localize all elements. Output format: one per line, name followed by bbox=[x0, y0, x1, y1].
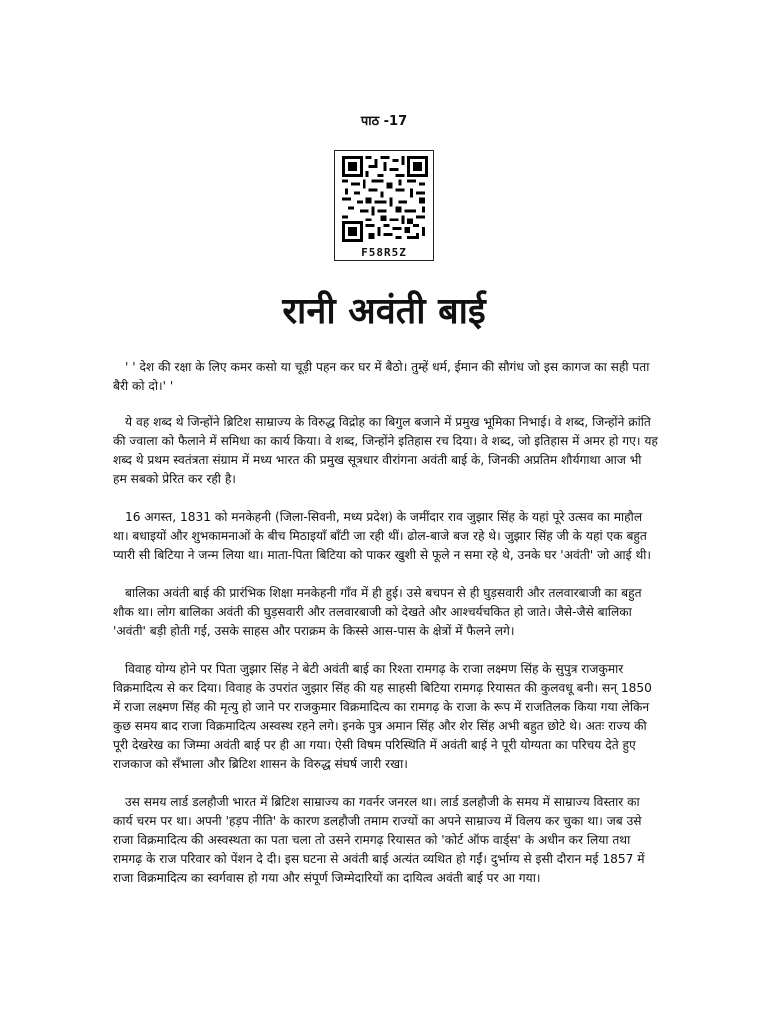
qr-code-box bbox=[334, 150, 434, 261]
lesson-number: पाठ -17 bbox=[360, 114, 408, 129]
qr-code-label: F58R5Z bbox=[361, 246, 407, 259]
paragraph-quote: ' ' देश की रक्षा के लिए कमर कसो या चूड़ी पहन कर घर में बैठो। तुम्हें धर्म, ईमान की सौगंध जो इस कागज का सही पता बैरी को दो।' ' bbox=[113, 360, 650, 393]
paragraph: उस समय लार्ड डलहौजी भारत में ब्रिटिश साम्राज्य का गवर्नर जनरल था। लार्ड डलहौजी के समय में साम्राज्य विस्तार का कार्य चरम पर था। अपनी 'हड़प नीति' के कारण डलहौजी तमाम राज्यों का अपने साम्राज्य में विलय कर चुका था। जब उसे राजा विक्रमादित्य की अस्वस्थता का पता चला तो उसने रामगढ़ रियासत को 'कोर्ट ऑफ वार्ड्स' के अधीन कर लिया तथा रामगढ़ के राज परिवार को पेंशन दे दी। इस घटना से अवंती बाई अत्यंत व्यथित हो गईं। दुर्भाग्य से इसी दौरान मई 1857 में राजा विक्रमादित्य का स्वर्गवास हो गया और संपूर्ण जिम्मेदारियों का दायित्व अवंती बाई पर आ गया। bbox=[113, 795, 645, 885]
qr-code-icon bbox=[342, 156, 428, 242]
paragraph: बालिका अवंती बाई की प्रारंभिक शिक्षा मनकेहनी गाँव में ही हुई। उसे बचपन से ही घुड़सवारी और तलवारबाजी का बहुत शौक था। लोग बालिका अवंती की घुड़सवारी और तलवारबाजी को देखते और आश्चर्यचकित हो जाते। जैसे-जैसे बालिका 'अवंती' बड़ी होती गई, उसके साहस और पराक्रम के किस्से आस-पास के क्षेत्रों में फैलने लगे। bbox=[113, 586, 642, 638]
chapter-title: रानी अवंती बाई bbox=[282, 291, 486, 332]
paragraph: 16 अगस्त, 1831 को मनकेहनी (जिला-सिवनी, मध्य प्रदेश) के जमींदार राव जुझार सिंह के यहां पूरे उत्सव का माहौल था। बधाइयों और शुभकामनाओं के बीच मिठाइयाँ बाँटी जा रही थीं। ढोल-बाजे बज रहे थे। जुझार सिंह जी के यहां एक बहुत प्यारी सी बिटिया ने जन्म लिया था। माता-पिता बिटिया को पाकर खुशी से फूले न समा रहे थे, उनके घर 'अवंती' जो आई थी। bbox=[113, 510, 652, 562]
body-text bbox=[113, 358, 658, 907]
paragraph: ये वह शब्द थे जिन्होंने ब्रिटिश साम्राज्य के विरुद्ध विद्रोह का बिगुल बजाने में प्रमुख भूमिका निभाई। वे शब्द, जिन्होंने क्रांति की ज्वाला को फैलाने में समिधा का कार्य किया। वे शब्द, जिन्होंने इतिहास रच दिया। वे शब्द, जो इतिहास में अमर हो गए। यह शब्द थे प्रथम स्वतंत्रता संग्राम में मध्य भारत की प्रमुख सूत्रधार वीरांगना अवंती बाई के, जिनकी अप्रतिम शौर्यगाथा आज भी हम सबको प्रेरित कर रही है। bbox=[113, 415, 658, 486]
paragraph: विवाह योग्य होने पर पिता जुझार सिंह ने बेटी अवंती बाई का रिश्ता रामगढ़ के राजा लक्ष्मण सिंह के सुपुत्र राजकुमार विक्रमादित्य से कर दिया। विवाह के उपरांत जुझार सिंह की यह साहसी बिटिया रामगढ़ रियासत की कुलवधू बनी। सन् 1850 में राजा लक्ष्मण सिंह की मृत्यु हो जाने पर राजकुमार विक्रमादित्य का रामगढ़ के राजा के रूप में राजतिलक किया गया लेकिन कुछ समय बाद राजा विक्रमादित्य अस्वस्थ रहने लगे। इनके पुत्र अमान सिंह और शेर सिंह अभी बहुत छोटे थे। अतः राज्य की पूरी देखरेख का जिम्मा अवंती बाई पर ही आ गया। ऐसी विषम परिस्थिति में अवंती बाई ने पूरी योग्यता का परिचय देते हुए राजकाज को सँभाला और ब्रिटिश शासन के विरुद्ध संघर्ष जारी रखा। bbox=[113, 662, 652, 771]
